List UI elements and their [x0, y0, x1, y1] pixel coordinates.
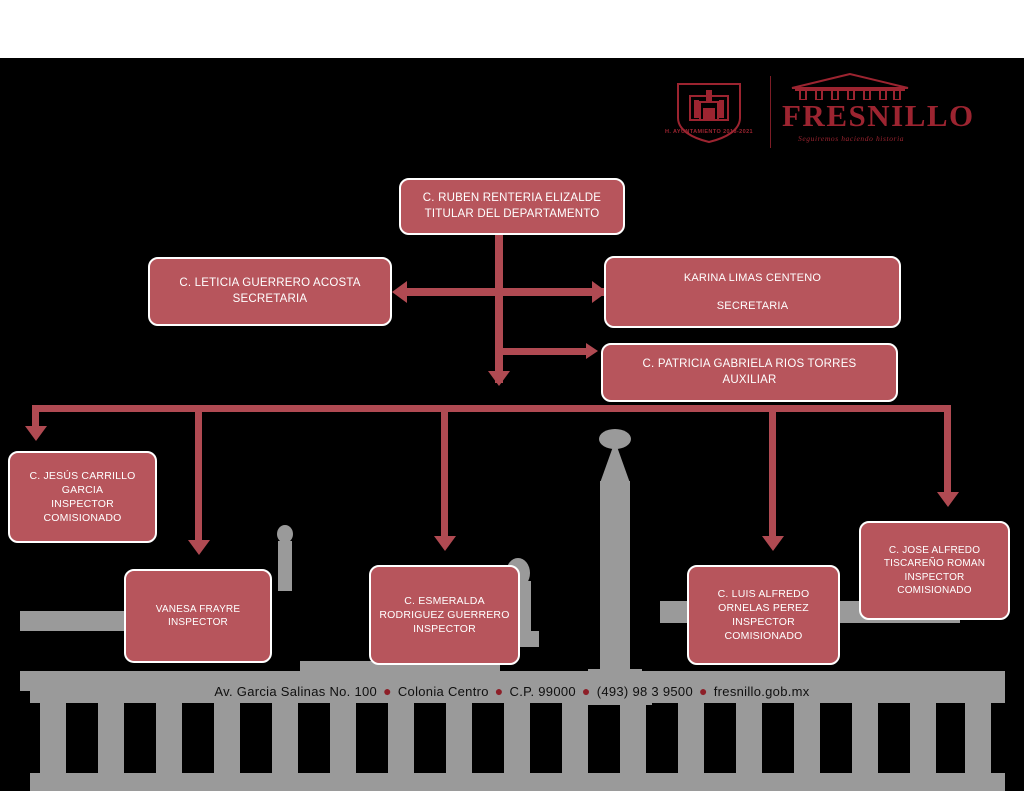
node-inspector-esmeralda[interactable]: [369, 565, 520, 665]
node-titular-role: TITULAR DEL DEPARTAMENTO: [424, 207, 600, 220]
node-inspector-luis-role: INSPECTOR COMISIONADO: [724, 616, 803, 643]
footer-separator-4: ●: [698, 683, 708, 699]
footer-phone: (493) 98 3 9500: [596, 684, 693, 699]
crest-line2: 2018-2021: [723, 129, 753, 135]
connector-auxiliar-bar: [499, 348, 589, 355]
node-inspector-vanesa[interactable]: [124, 569, 272, 663]
node-inspector-vanesa-name: VANESA FRAYRE: [155, 603, 241, 615]
connector-trunk-arrow: [488, 371, 510, 386]
node-titular[interactable]: [399, 178, 625, 235]
connector-inspectors-bus: [36, 405, 951, 412]
node-inspector-luis-name: C. LUIS ALFREDO ORNELAS PEREZ: [717, 587, 810, 614]
node-auxiliar-patricia[interactable]: [601, 343, 898, 402]
connector-drop-luis: [769, 405, 776, 539]
connector-drop-esmeralda: [441, 405, 448, 539]
node-inspector-jesus[interactable]: [8, 451, 157, 543]
node-secretaria-leticia-role: SECRETARIA: [232, 292, 308, 305]
connector-drop-jose: [944, 405, 951, 495]
arch-building-icon: [786, 72, 914, 100]
connector-drop-vanesa: [195, 405, 202, 543]
footer-contact-strip: [0, 683, 1024, 699]
node-inspector-esmeralda-role: INSPECTOR: [413, 623, 476, 636]
connector-arrow-esmeralda: [434, 536, 456, 551]
footer-website: fresnillo.gob.mx: [713, 684, 810, 699]
node-secretaria-karina[interactable]: [604, 256, 901, 328]
footer-colonia: Colonia Centro: [397, 684, 489, 699]
fresnillo-tagline: Seguiremos haciendo historia: [798, 134, 905, 143]
footer-postal-code: C.P. 99000: [509, 684, 576, 699]
footer-separator-3: ●: [581, 683, 591, 699]
connector-arrow-jose: [937, 492, 959, 507]
footer-separator-1: ●: [383, 683, 392, 699]
logo-divider: [770, 76, 771, 148]
node-auxiliar-patricia-name: C. PATRICIA GABRIELA RIOS TORRES: [642, 357, 857, 370]
footer-address: Av. Garcia Salinas No. 100: [214, 684, 378, 699]
node-inspector-vanesa-role: INSPECTOR: [168, 617, 228, 628]
connector-arrow-right-patricia: [586, 343, 598, 359]
connector-secretaries-bar: [404, 288, 614, 296]
crest-subtitle: [660, 128, 758, 136]
connector-arrow-jesus: [25, 426, 47, 441]
logo-area: [660, 68, 975, 163]
connector-arrow-left-leticia: [392, 281, 407, 303]
node-inspector-jose[interactable]: [859, 521, 1010, 620]
node-titular-name: C. RUBEN RENTERIA ELIZALDE: [422, 191, 602, 204]
fresnillo-coat-of-arms-icon: [670, 68, 748, 156]
node-spacer: [612, 286, 893, 299]
node-inspector-jose-role: INSPECTOR COMISIONADO: [897, 571, 972, 596]
connector-arrow-vanesa: [188, 540, 210, 555]
crest-line1: H. AYUNTAMIENTO: [665, 129, 722, 135]
node-secretaria-karina-role: SECRETARIA: [716, 299, 789, 312]
node-inspector-jose-name: C. JOSE ALFREDO TISCAREÑO ROMAN: [883, 544, 986, 569]
node-inspector-jesus-name: C. JESÚS CARRILLO GARCIA: [29, 469, 136, 496]
footer-separator-2: ●: [494, 683, 504, 699]
node-auxiliar-patricia-role: AUXILIAR: [722, 373, 777, 386]
node-secretaria-karina-name: KARINA LIMAS CENTENO: [683, 271, 822, 284]
node-secretaria-leticia-name: C. LETICIA GUERRERO ACOSTA: [179, 276, 361, 289]
connector-trunk-vertical: [495, 235, 503, 383]
fresnillo-wordmark: FRESNILLO: [782, 98, 975, 133]
org-chart-slide: [0, 58, 1024, 791]
node-inspector-luis[interactable]: [687, 565, 840, 665]
connector-arrow-luis: [762, 536, 784, 551]
node-secretaria-leticia[interactable]: [148, 257, 392, 326]
node-inspector-jesus-role: INSPECTOR COMISIONADO: [43, 498, 122, 525]
node-inspector-esmeralda-name: C. ESMERALDA RODRIGUEZ GUERRERO: [379, 594, 510, 621]
